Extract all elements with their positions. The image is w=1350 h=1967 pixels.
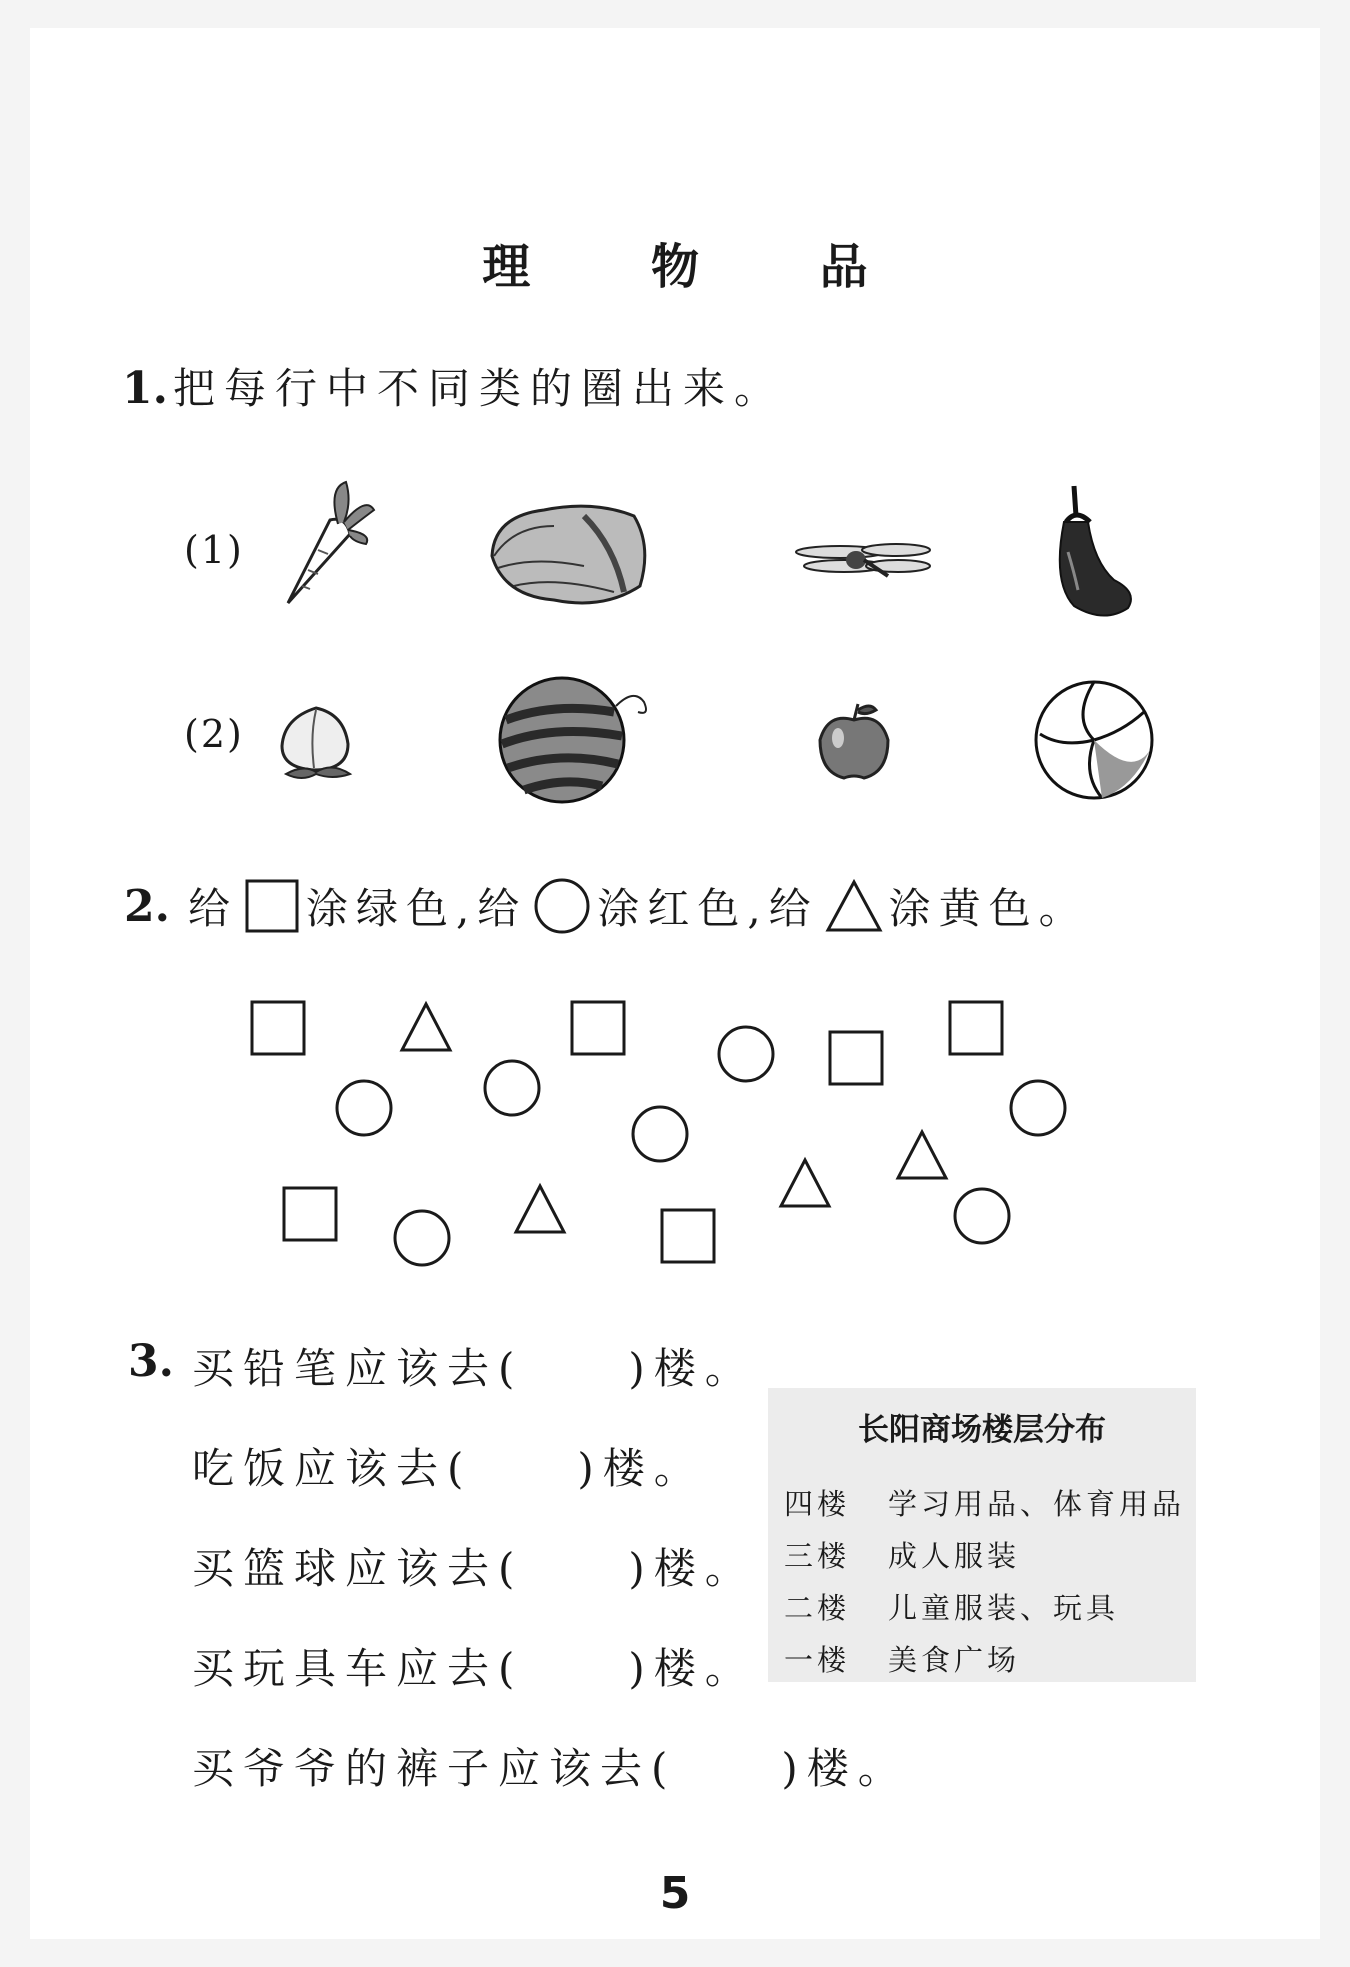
floor-content: 美食广场 — [888, 1643, 1021, 1677]
floor-row-2 — [784, 1586, 1119, 1627]
shape-circle — [337, 1081, 391, 1135]
question-3-line-3 — [192, 1536, 756, 1596]
shape-triangle — [781, 1160, 829, 1206]
question-3-line-2-suffix: )楼。 — [577, 1444, 705, 1493]
floor-label: 一楼 — [784, 1643, 851, 1677]
shape-square — [662, 1210, 714, 1262]
question-2-text-give-1: 给 — [187, 884, 238, 933]
cabbage-icon[interactable] — [484, 496, 652, 614]
floor-content: 学习用品、体育用品 — [888, 1487, 1186, 1521]
floor-content: 儿童服装、玩具 — [888, 1591, 1120, 1625]
floor-label: 二楼 — [784, 1591, 851, 1625]
question-3-line-1 — [192, 1336, 756, 1396]
shape-triangle — [898, 1132, 946, 1178]
dragonfly-icon[interactable] — [792, 532, 936, 588]
question-1-text: 把每行中不同类的圈出来。 — [173, 364, 786, 413]
question-3-line-5-prompt: 买爷爷的裤子应该去( — [192, 1744, 677, 1793]
shape-circle — [395, 1211, 449, 1265]
triangle-legend-icon — [825, 879, 883, 933]
floor-label: 三楼 — [784, 1539, 851, 1573]
floor-row-1 — [784, 1638, 1020, 1679]
question-3-number: 3. — [128, 1336, 174, 1387]
apple-icon[interactable] — [814, 700, 894, 782]
shape-square — [950, 1002, 1002, 1054]
question-3-line-4-suffix: )楼。 — [628, 1644, 756, 1693]
carrot-icon[interactable] — [268, 478, 378, 608]
question-3-line-3-suffix: )楼。 — [628, 1544, 756, 1593]
question-2-text-yellow: 涂黄色。 — [888, 884, 1089, 933]
shape-triangle — [402, 1004, 450, 1050]
question-3-line-5-suffix: )楼。 — [781, 1744, 909, 1793]
floor-directory — [768, 1388, 1196, 1682]
question-3-line-1-suffix: )楼。 — [628, 1344, 756, 1393]
question-3-line-4-prompt: 买玩具车应去( — [192, 1644, 524, 1693]
floor-row-4 — [784, 1482, 1185, 1523]
question-3-line-1-prompt: 买铅笔应该去( — [192, 1344, 524, 1393]
page-number: 5 — [659, 1868, 691, 1919]
shapes-field — [0, 980, 1350, 1280]
question-3-line-5 — [192, 1736, 909, 1796]
page-title: 理 物 品 — [482, 239, 920, 295]
question-3-line-2-prompt: 吃饭应该去( — [192, 1444, 473, 1493]
shape-square — [284, 1188, 336, 1240]
shape-circle — [719, 1027, 773, 1081]
floor-row-3 — [784, 1534, 1020, 1575]
question-2-text-green: 涂绿色,给 — [305, 884, 528, 933]
shape-square — [830, 1032, 882, 1084]
shape-circle — [1011, 1081, 1065, 1135]
shape-circle — [955, 1189, 1009, 1243]
question-1-heading — [122, 356, 785, 416]
question-2-text-red: 涂红色,给 — [597, 884, 819, 933]
circle-legend-icon — [533, 877, 591, 935]
question-2-heading — [124, 876, 1089, 936]
peach-icon[interactable] — [274, 700, 358, 784]
square-legend-icon — [244, 878, 300, 934]
row-1-label: (1) — [184, 528, 244, 572]
row-2-label: (2) — [184, 712, 244, 756]
watermelon-icon[interactable] — [494, 672, 664, 804]
shape-square — [252, 1002, 304, 1054]
shape-square — [572, 1002, 624, 1054]
question-3-line-3-prompt: 买篮球应该去( — [192, 1544, 524, 1593]
eggplant-icon[interactable] — [1044, 482, 1136, 622]
floor-directory-title: 长阳商场楼层分布 — [858, 1412, 1106, 1448]
shape-circle — [633, 1107, 687, 1161]
floor-label: 四楼 — [784, 1487, 851, 1521]
shape-circle — [485, 1061, 539, 1115]
question-1-number: 1. — [122, 363, 168, 414]
shape-triangle — [516, 1186, 564, 1232]
floor-content: 成人服装 — [888, 1539, 1021, 1573]
question-3-line-2 — [192, 1436, 705, 1496]
question-3-line-4 — [192, 1636, 756, 1696]
volleyball-icon[interactable] — [1032, 678, 1156, 802]
question-2-number: 2. — [124, 880, 170, 932]
